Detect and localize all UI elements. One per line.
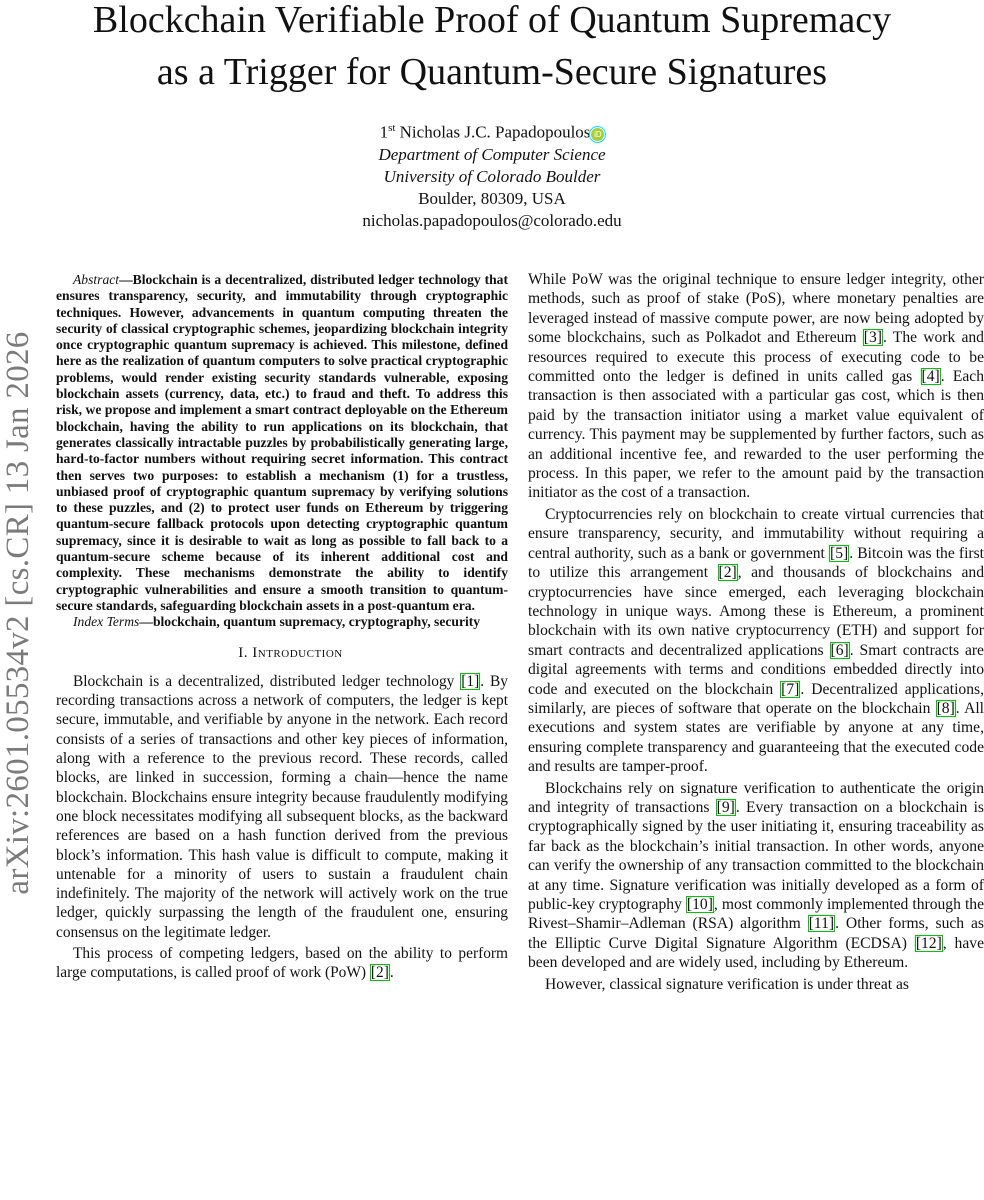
author-location: Boulder, 80309, USA (418, 188, 566, 208)
citation-link[interactable]: [10] (686, 896, 713, 913)
index-terms (56, 614, 508, 630)
author-name-line (0, 117, 984, 144)
paragraph-text: Cryptocurrencies rely on blockchain to create virtual currencies that ensure transparency, security, and immutability without requiring a central authority, such as a bank or government (528, 505, 984, 562)
intro-paragraph-4 (528, 505, 984, 777)
paragraph-text: . The work and resources required to execute this process of executing code to be committed onto the ledger is defined in units called gas (528, 329, 984, 386)
intro-paragraph-2 (56, 944, 508, 983)
paragraph-text: . All executions and system states are verifiable by anyone at any time, ensuring complete transparency and guaranteeing that the executed code and results are tamper-proof. (528, 699, 984, 776)
index-terms-label: Index Terms (73, 614, 140, 630)
author-name: Nicholas J.C. Papadopoulos (399, 122, 591, 142)
citation-link[interactable]: [2] (718, 564, 737, 582)
right-column (528, 270, 984, 994)
abstract-text: —Blockchain is a decentralized, distributed ledger technology that ensures transparency, security, and immutability through cryptographic techniques. However, advancements in quantum computing threaten the security of classical cryptographic schemes, jeopardizing blockchain integrity once cryptographic quantum supremacy is achieved. This milestone, defined here as the realization of quantum computers to solve practical cryptographic problems, would render existing security standards vulnerable, exposing blockchain assets (currency, data, etc.) to fraud and theft. To address this risk, we propose and implement a smart contract deployable on the Ethereum blockchain, having the ability to run applications on its blockchain, that generates classically intractable puzzles by probabilistically generating large, hard-to-factor numbers without requiring secret information. This contract then serves two purposes: to establish a mechanism (1) for a trustless, unbiased proof of cryptographic quantum supremacy by verifying solutions to these puzzles, and (2) to protect user funds on Ethereum by triggering quantum-secure fallback protocols upon detecting cryptographic quantum supremacy, since it is desirable to wait as long as possible to fall back to a quantum-secure scheme because of its inherent additional cost and complexity. These mechanisms demonstrate the ability to identify cryptographic vulnerabilities and ensure a smooth transition to quantum-secure standards, safeguarding blockchain assets in a post-quantum era. (56, 272, 508, 613)
author-prefix-sup: st (388, 122, 396, 134)
intro-paragraph-6: However, classical signature verification is under threat as (545, 975, 909, 993)
paragraph-text: , have been developed and are widely used, including by Ethereum. (528, 934, 984, 972)
abstract (56, 272, 508, 614)
left-column (56, 272, 508, 983)
citation-link[interactable]: [7] (781, 680, 800, 698)
intro-paragraph-3 (528, 270, 984, 503)
author-prefix: 1 (379, 122, 389, 142)
title-line-2: as a Trigger for Quantum-Secure Signatures (156, 51, 828, 93)
paragraph-text: . Each transaction is then associated with a particular gas cost, which is then paid by the transaction initiator using a market value equivalent of currency. This payment may be supplemented by further factors, such as an additional incentive fee, and rewarded to the user performing the process. In this paper, we refer to the amount paid by the transaction initiator as the cost of a transaction. (528, 368, 984, 502)
paragraph-text: . Bitcoin was the first to utilize this arrangement (528, 544, 984, 582)
author-block (0, 117, 984, 232)
intro-paragraph-1 (56, 672, 508, 942)
citation-link[interactable]: [2] (370, 964, 389, 982)
paragraph-text: While PoW was the original technique to ensure ledger integrity, other methods, such as proof of stake (PoS), where monetary penalties are leveraged instead of massive compute power, are now being adopted by some blockchains, such as Polkadot and Ethereum (528, 271, 984, 347)
author-university: University of Colorado Boulder (383, 166, 601, 186)
paragraph-text: . By recording transactions across a network of computers, the ledger is kept secure, immutable, and verifiable by anyone in the network. Each record consists of a series of transactions and other key pieces of information, along with a reference to the previous record. These records, called blocks, are linked in succession, forming a chain—hence the name blockchain. Blockchains ensure integrity because fraudulently modifying one block necessitates modifying all subsequent blocks, as the backward references are based on a hash function derived from the previous block’s information. This hash value is difficult to compute, making it untenable for a minority of users to sustain a fraudulent chain indefinitely. The majority of the network will actively work on the true ledger, quickly surpassing the length of the fraudulent one, ensuring consensus on the legitimate ledger. (56, 672, 508, 941)
paragraph-text: . (389, 964, 394, 982)
paragraph-text: . Smart contracts are digital agreements with terms and conditions embedded directly into code and executed on the blockchain (528, 641, 984, 698)
author-email[interactable]: nicholas.papadopoulos@colorado.edu (362, 210, 622, 230)
citation-link[interactable]: [6] (830, 641, 849, 659)
citation-link[interactable]: [3] (863, 329, 882, 347)
author-department: Department of Computer Science (378, 144, 606, 164)
intro-paragraph-5 (528, 779, 984, 973)
paragraph-text: . Other forms, such as the Elliptic Curve Digital Signature Algorithm (ECDSA) (528, 915, 984, 952)
paper-title (0, 0, 984, 98)
paragraph-text: . Decentralized applications, similarly, are pieces of software that operate on the blockchain (528, 680, 984, 717)
title-line-1: Blockchain Verifiable Proof of Quantum Supremacy (92, 0, 892, 41)
abstract-label: Abstract (73, 272, 120, 287)
citation-link[interactable]: [9] (716, 798, 735, 816)
paragraph-text: Blockchain is a decentralized, distributed ledger technology (73, 672, 461, 690)
paragraph-text: , and thousands of blockchains and cryptocurrencies have since emerged, each leveraging blockchain technology in unique ways. Among these is Ethereum, a prominent blockchain with its own native cryptocurrency (ETH) and support for smart contracts and decentralized applications (528, 564, 984, 659)
citation-link[interactable]: [11] (808, 915, 835, 933)
paragraph-text: Blockchains rely on signature verification to authenticate the origin and integrity of transactions (528, 779, 984, 816)
paragraph-text: This process of competing ledgers, based on the ability to perform large computations, is called proof of work (PoW) (56, 944, 508, 982)
section-heading-introduction: I. Introduction (238, 644, 343, 661)
index-terms-text: —blockchain, quantum supremacy, cryptography, security (139, 614, 481, 630)
orcid-icon[interactable]: iD (591, 128, 604, 141)
arxiv-identifier: arXiv:2601.05534v2 [cs.CR] 13 Jan 2026 (0, 331, 36, 895)
citation-link[interactable]: [4] (921, 368, 940, 386)
citation-link[interactable]: [1] (461, 672, 480, 690)
citation-link[interactable]: [8] (936, 699, 955, 717)
paragraph-text: . Every transaction on a blockchain is cryptographically signed by the user initiating it, ensuring traceability as far back as the blockchain’s initial transaction. In other words, anyone can verify the ownership of any transaction committed to the blockchain at any time. Signature verification was initially developed as a form of public-key cryptography (528, 798, 984, 913)
paragraph-text: , most commonly implemented through the Rivest–Shamir–Adleman (RSA) algorithm (528, 896, 984, 933)
citation-link[interactable]: [12] (915, 934, 942, 952)
citation-link[interactable]: [5] (830, 544, 849, 562)
